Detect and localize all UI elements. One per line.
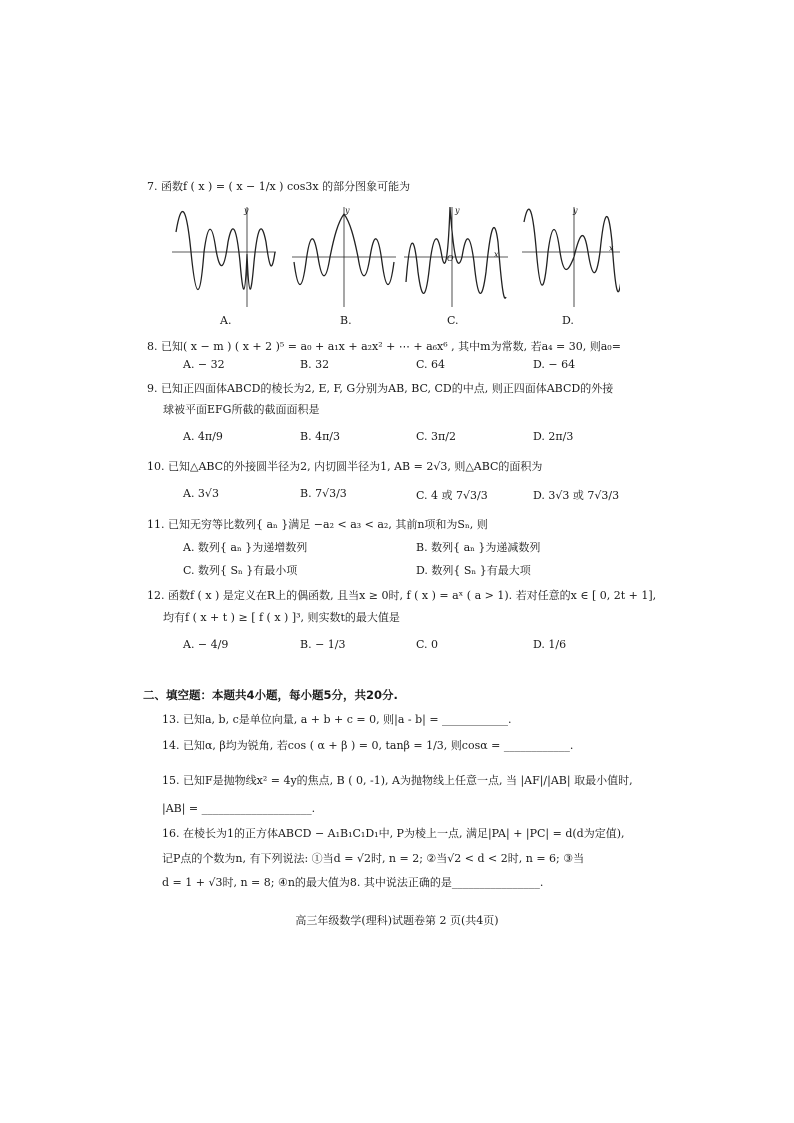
q8-option-c: C. 64 [416, 358, 446, 371]
q12-stem-line1: 12. 函数f ( x ) 是定义在R上的偶函数, 且当x ≥ 0时, f ( x ) = aˣ ( a > 1). 若对任意的x ∈ [ 0, 2t + 1], [147, 589, 657, 602]
q11-option-b: B. 数列{ aₙ }为递减数列 [416, 541, 541, 554]
q15-line1: 15. 已知F是抛物线x² = 4y的焦点, B ( 0, -1), A为抛物线上任意一点, 当 |AF|/|AB| 取最小值时, [162, 774, 633, 787]
graph-c-origin-label: O [447, 254, 454, 263]
graph-d-y-label: y [573, 206, 578, 215]
q12-option-b: B. − 1/3 [300, 638, 346, 651]
q16-line2: 记P点的个数为n, 有下列说法: ①当d = √2时, n = 2; ②当√2 < d < 2时, n = 6; ③当 [162, 852, 585, 865]
q7-graphs [172, 202, 620, 314]
section-fill-in-heading: 二、填空题：本题共4小题，每小题5分，共20分. [143, 688, 398, 702]
q10-stem: 10. 已知△ABC的外接圆半径为2, 内切圆半径为1, AB = 2√3, 则△ABC的面积为 [147, 460, 543, 473]
q9-option-b: B. 4π/3 [300, 430, 341, 443]
graph-d [522, 207, 620, 307]
q12-option-d: D. 1/6 [533, 638, 567, 651]
q7-option-a: A. [220, 314, 232, 327]
q13: 13. 已知a, b, c是单位向量, a + b + c = 0, 则|a - b| = ____________. [162, 713, 512, 726]
q12-option-a: A. − 4/9 [183, 638, 229, 651]
q7-option-d: D. [562, 314, 574, 327]
q14: 14. 已知α, β均为锐角, 若cos ( α + β ) = 0, tanβ = 1/3, 则cosα = ____________. [162, 739, 574, 752]
q15-line2: |AB| = ____________________. [162, 802, 316, 815]
q11-stem: 11. 已知无穷等比数列{ aₙ }满足 −a₂ < a₃ < a₂, 其前n项和为Sₙ, 则 [147, 518, 488, 531]
graph-a-y-label: y [244, 206, 249, 215]
q9-option-c: C. 3π/2 [416, 430, 456, 443]
q9-stem-line2: 球被平面EFG所截的截面面积是 [163, 403, 320, 416]
q7-option-b: B. [340, 314, 352, 327]
q7-option-c: C. [447, 314, 459, 327]
q10-option-b: B. 7√3/3 [300, 487, 347, 500]
graph-a [172, 207, 276, 307]
graph-c [404, 207, 508, 307]
graph-c-y-label: y [455, 206, 460, 215]
q16-line1: 16. 在棱长为1的正方体ABCD − A₁B₁C₁D₁中, P为棱上一点, 满足|PA| + |PC| = d(d为定值), [162, 827, 625, 840]
graph-b-y-label: y [345, 206, 350, 215]
graph-d-x-label: x [609, 244, 614, 253]
q11-option-a: A. 数列{ aₙ }为递增数列 [183, 541, 308, 554]
q16-line3: d = 1 + √3时, n = 8; ④n的最大值为8. 其中说法正确的是________________. [162, 876, 544, 889]
q8-option-b: B. 32 [300, 358, 330, 371]
graph-c-x-label: x [494, 250, 499, 259]
q7-stem: 7. 函数f ( x ) = ( x − 1/x ) cos3x 的部分图象可能为 [147, 180, 411, 193]
q9-stem-line1: 9. 已知正四面体ABCD的棱长为2, E, F, G分别为AB, BC, CD的中点, 则正四面体ABCD的外接 [147, 382, 614, 395]
q10-option-a: A. 3√3 [183, 487, 219, 500]
q9-option-a: A. 4π/9 [183, 430, 223, 443]
graph-b [292, 207, 396, 307]
q8-stem: 8. 已知( x − m ) ( x + 2 )⁵ = a₀ + a₁x + a₂x² + ⋯ + a₆x⁶ , 其中m为常数, 若a₄ = 30, 则a₀= [147, 340, 621, 353]
q8-option-a: A. − 32 [183, 358, 225, 371]
q11-option-c: C. 数列{ Sₙ }有最小项 [183, 564, 298, 577]
q10-option-d: D. 3√3 或 7√3/3 [533, 489, 620, 502]
q9-option-d: D. 2π/3 [533, 430, 574, 443]
q12-option-c: C. 0 [416, 638, 439, 651]
q10-option-c: C. 4 或 7√3/3 [416, 489, 488, 502]
page-footer: 高三年级数学(理科)试题卷第 2 页(共4页) [295, 914, 499, 927]
q11-option-d: D. 数列{ Sₙ }有最大项 [416, 564, 531, 577]
q8-option-d: D. − 64 [533, 358, 576, 371]
q12-stem-line2: 均有f ( x + t ) ≥ [ f ( x ) ]³, 则实数t的最大值是 [163, 611, 400, 624]
